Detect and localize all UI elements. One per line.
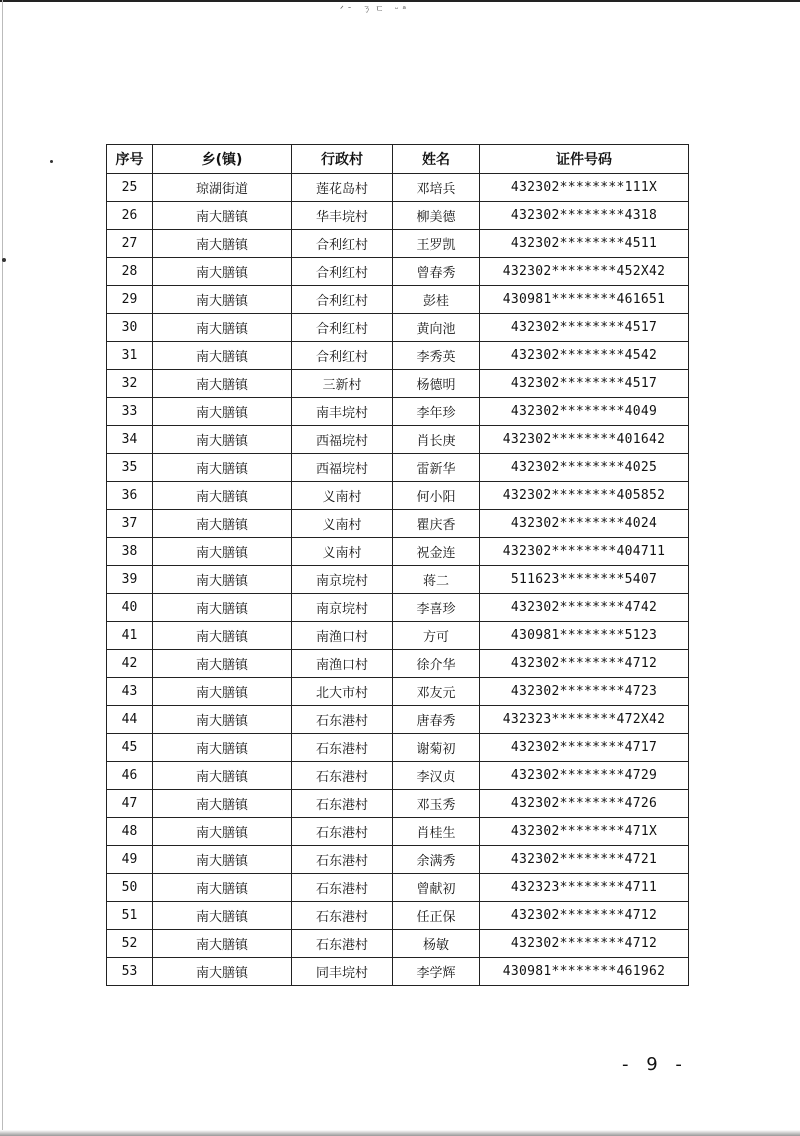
township-cell: 南大膳镇 (153, 258, 292, 286)
id-number-cell: 432302********4318 (480, 202, 689, 230)
index-cell: 45 (107, 734, 153, 762)
village-cell: 石东港村 (292, 818, 393, 846)
township-cell: 南大膳镇 (153, 510, 292, 538)
id-number-cell: 432302********4742 (480, 594, 689, 622)
village-cell: 义南村 (292, 538, 393, 566)
index-cell: 53 (107, 958, 153, 986)
header-marks: ᐟᐨ ㄋㄷ ᵕᵃ (340, 5, 410, 15)
township-cell: 南大膳镇 (153, 790, 292, 818)
id-number-cell: 432302********4717 (480, 734, 689, 762)
id-number-cell: 432302********4025 (480, 454, 689, 482)
index-cell: 40 (107, 594, 153, 622)
index-cell: 38 (107, 538, 153, 566)
village-cell: 石东港村 (292, 930, 393, 958)
name-cell: 肖长庚 (393, 426, 480, 454)
name-cell: 祝金连 (393, 538, 480, 566)
name-cell: 杨敏 (393, 930, 480, 958)
name-cell: 雷新华 (393, 454, 480, 482)
township-cell: 南大膳镇 (153, 594, 292, 622)
table-row (107, 370, 689, 398)
scan-speck (50, 160, 53, 163)
name-cell: 杨德明 (393, 370, 480, 398)
village-cell: 石东港村 (292, 762, 393, 790)
page-number: - 9 - (622, 1054, 688, 1075)
name-cell: 黄向池 (393, 314, 480, 342)
table-header-row (107, 145, 689, 174)
name-cell: 任正保 (393, 902, 480, 930)
id-number-cell: 432302********4726 (480, 790, 689, 818)
table-row (107, 426, 689, 454)
township-cell: 南大膳镇 (153, 706, 292, 734)
name-cell: 瞿庆香 (393, 510, 480, 538)
index-cell: 44 (107, 706, 153, 734)
id-number-cell: 432302********4729 (480, 762, 689, 790)
table-row (107, 594, 689, 622)
name-cell: 王罗凯 (393, 230, 480, 258)
index-cell: 33 (107, 398, 153, 426)
roster-table (106, 144, 689, 986)
name-cell: 曾春秀 (393, 258, 480, 286)
header-column-village: 行政村 (292, 145, 393, 174)
index-cell: 26 (107, 202, 153, 230)
name-cell: 李学辉 (393, 958, 480, 986)
id-number-cell: 432302********452X42 (480, 258, 689, 286)
index-cell: 47 (107, 790, 153, 818)
village-cell: 石东港村 (292, 734, 393, 762)
village-cell: 石东港村 (292, 902, 393, 930)
id-number-cell: 432302********4049 (480, 398, 689, 426)
scan-speck (2, 258, 6, 262)
id-number-cell: 432302********4723 (480, 678, 689, 706)
table-row (107, 286, 689, 314)
table-row (107, 650, 689, 678)
index-cell: 29 (107, 286, 153, 314)
name-cell: 李喜珍 (393, 594, 480, 622)
table-row (107, 930, 689, 958)
village-cell: 三新村 (292, 370, 393, 398)
header-column-township: 乡(镇) (153, 145, 292, 174)
township-cell: 南大膳镇 (153, 230, 292, 258)
id-number-cell: 432302********405852 (480, 482, 689, 510)
id-number-cell: 430981********5123 (480, 622, 689, 650)
township-cell: 南大膳镇 (153, 566, 292, 594)
id-number-cell: 432302********4712 (480, 902, 689, 930)
index-cell: 31 (107, 342, 153, 370)
id-number-cell: 432302********4712 (480, 930, 689, 958)
township-cell: 南大膳镇 (153, 286, 292, 314)
village-cell: 合利红村 (292, 314, 393, 342)
township-cell: 南大膳镇 (153, 734, 292, 762)
table-row (107, 678, 689, 706)
name-cell: 李年珍 (393, 398, 480, 426)
name-cell: 曾献初 (393, 874, 480, 902)
id-number-cell: 432302********4542 (480, 342, 689, 370)
village-cell: 合利红村 (292, 342, 393, 370)
township-cell: 南大膳镇 (153, 650, 292, 678)
index-cell: 52 (107, 930, 153, 958)
name-cell: 徐介华 (393, 650, 480, 678)
table-row (107, 398, 689, 426)
township-cell: 南大膳镇 (153, 930, 292, 958)
name-cell: 彭桂 (393, 286, 480, 314)
id-number-cell: 432302********4517 (480, 314, 689, 342)
id-number-cell: 430981********461651 (480, 286, 689, 314)
id-number-cell: 432323********472X42 (480, 706, 689, 734)
index-cell: 43 (107, 678, 153, 706)
village-cell: 合利红村 (292, 258, 393, 286)
village-cell: 华丰垸村 (292, 202, 393, 230)
table-row (107, 958, 689, 986)
id-number-cell: 432302********4712 (480, 650, 689, 678)
township-cell: 南大膳镇 (153, 902, 292, 930)
village-cell: 石东港村 (292, 846, 393, 874)
table-row (107, 538, 689, 566)
name-cell: 余满秀 (393, 846, 480, 874)
name-cell: 李汉贞 (393, 762, 480, 790)
township-cell: 南大膳镇 (153, 874, 292, 902)
table-row (107, 874, 689, 902)
name-cell: 邓培兵 (393, 174, 480, 202)
index-cell: 46 (107, 762, 153, 790)
name-cell: 谢菊初 (393, 734, 480, 762)
index-cell: 25 (107, 174, 153, 202)
village-cell: 同丰垸村 (292, 958, 393, 986)
village-cell: 西福垸村 (292, 454, 393, 482)
township-cell: 南大膳镇 (153, 538, 292, 566)
village-cell: 石东港村 (292, 790, 393, 818)
id-number-cell: 432302********4511 (480, 230, 689, 258)
village-cell: 北大市村 (292, 678, 393, 706)
table-row (107, 734, 689, 762)
index-cell: 41 (107, 622, 153, 650)
township-cell: 琼湖街道 (153, 174, 292, 202)
index-cell: 39 (107, 566, 153, 594)
index-cell: 51 (107, 902, 153, 930)
name-cell: 邓友元 (393, 678, 480, 706)
index-cell: 49 (107, 846, 153, 874)
header-column-id-number: 证件号码 (480, 145, 689, 174)
table-body (107, 174, 689, 986)
index-cell: 27 (107, 230, 153, 258)
village-cell: 南京垸村 (292, 566, 393, 594)
name-cell: 何小阳 (393, 482, 480, 510)
village-cell: 石东港村 (292, 874, 393, 902)
id-number-cell: 432302********471X (480, 818, 689, 846)
township-cell: 南大膳镇 (153, 482, 292, 510)
table-row (107, 706, 689, 734)
village-cell: 南渔口村 (292, 650, 393, 678)
village-cell: 合利红村 (292, 286, 393, 314)
table-row (107, 230, 689, 258)
index-cell: 37 (107, 510, 153, 538)
township-cell: 南大膳镇 (153, 846, 292, 874)
id-number-cell: 432302********4024 (480, 510, 689, 538)
table-row (107, 202, 689, 230)
township-cell: 南大膳镇 (153, 342, 292, 370)
name-cell: 李秀英 (393, 342, 480, 370)
township-cell: 南大膳镇 (153, 454, 292, 482)
name-cell: 唐春秀 (393, 706, 480, 734)
village-cell: 合利红村 (292, 230, 393, 258)
table-row (107, 510, 689, 538)
table-row (107, 314, 689, 342)
township-cell: 南大膳镇 (153, 426, 292, 454)
index-cell: 32 (107, 370, 153, 398)
village-cell: 义南村 (292, 482, 393, 510)
header-column-index: 序号 (107, 145, 153, 174)
index-cell: 42 (107, 650, 153, 678)
id-number-cell: 432302********404711 (480, 538, 689, 566)
village-cell: 南渔口村 (292, 622, 393, 650)
index-cell: 30 (107, 314, 153, 342)
id-number-cell: 432302********401642 (480, 426, 689, 454)
table-row (107, 846, 689, 874)
id-number-cell: 432302********4721 (480, 846, 689, 874)
bottom-scan-edge (0, 1130, 800, 1136)
table-row (107, 902, 689, 930)
township-cell: 南大膳镇 (153, 398, 292, 426)
name-cell: 方可 (393, 622, 480, 650)
id-number-cell: 432302********111X (480, 174, 689, 202)
table-row (107, 622, 689, 650)
village-cell: 义南村 (292, 510, 393, 538)
table-row (107, 454, 689, 482)
header-column-name: 姓名 (393, 145, 480, 174)
id-number-cell: 430981********461962 (480, 958, 689, 986)
page-left-edge (2, 0, 3, 1136)
id-number-cell: 432302********4517 (480, 370, 689, 398)
village-cell: 石东港村 (292, 706, 393, 734)
table-row (107, 258, 689, 286)
id-number-cell: 432323********4711 (480, 874, 689, 902)
name-cell: 邓玉秀 (393, 790, 480, 818)
name-cell: 柳美德 (393, 202, 480, 230)
index-cell: 34 (107, 426, 153, 454)
index-cell: 35 (107, 454, 153, 482)
index-cell: 48 (107, 818, 153, 846)
township-cell: 南大膳镇 (153, 370, 292, 398)
table-row (107, 174, 689, 202)
name-cell: 蒋二 (393, 566, 480, 594)
township-cell: 南大膳镇 (153, 762, 292, 790)
table-row (107, 818, 689, 846)
name-cell: 肖桂生 (393, 818, 480, 846)
village-cell: 南丰垸村 (292, 398, 393, 426)
township-cell: 南大膳镇 (153, 202, 292, 230)
table-row (107, 762, 689, 790)
index-cell: 36 (107, 482, 153, 510)
table-row (107, 482, 689, 510)
township-cell: 南大膳镇 (153, 678, 292, 706)
table-row (107, 342, 689, 370)
table-row (107, 790, 689, 818)
township-cell: 南大膳镇 (153, 958, 292, 986)
index-cell: 50 (107, 874, 153, 902)
township-cell: 南大膳镇 (153, 818, 292, 846)
table-row (107, 566, 689, 594)
id-number-cell: 511623********5407 (480, 566, 689, 594)
village-cell: 莲花岛村 (292, 174, 393, 202)
village-cell: 南京垸村 (292, 594, 393, 622)
township-cell: 南大膳镇 (153, 622, 292, 650)
village-cell: 西福垸村 (292, 426, 393, 454)
index-cell: 28 (107, 258, 153, 286)
township-cell: 南大膳镇 (153, 314, 292, 342)
